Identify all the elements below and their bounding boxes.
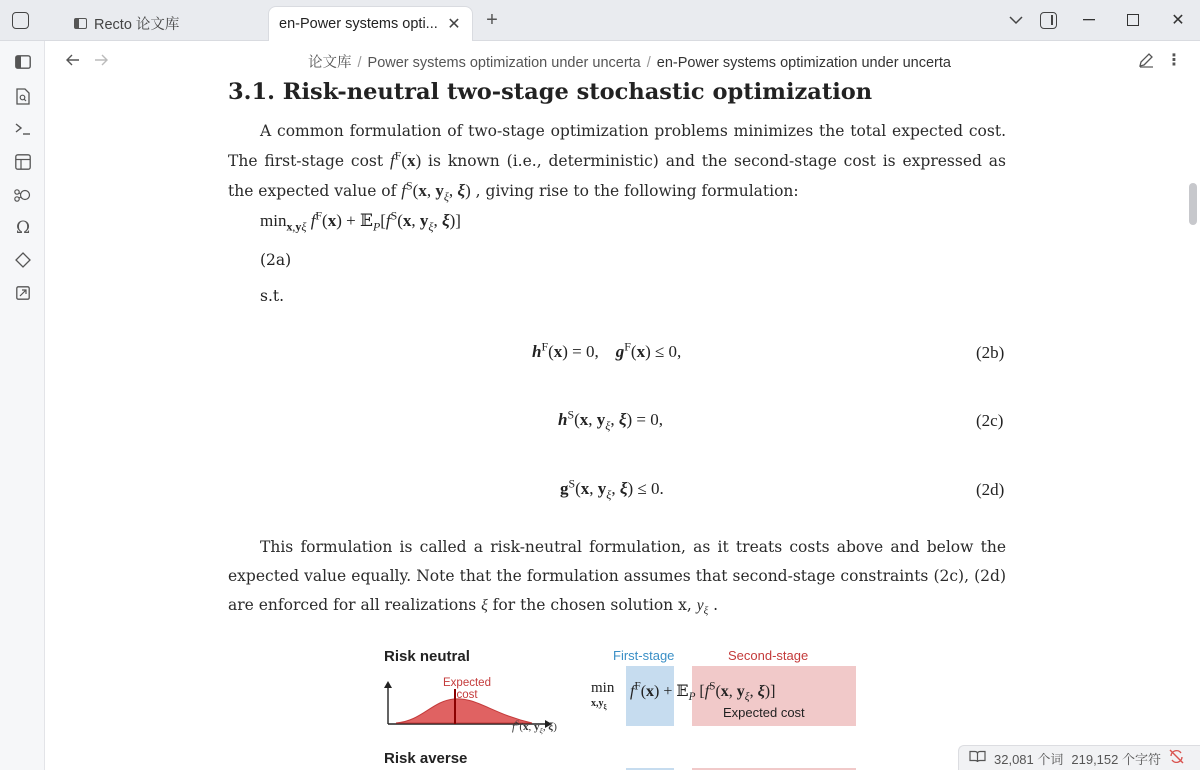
maximize-icon[interactable] [1122, 9, 1144, 31]
tab-label: Recto 论文库 [94, 17, 180, 33]
sidebar-toggle-icon[interactable] [9, 9, 31, 31]
breadcrumb-root[interactable]: 论文库 [308, 55, 352, 71]
word-count: 32,081 个词 [994, 751, 1064, 767]
paragraph-1 [228, 117, 1006, 206]
first-stage-label: First-stage [613, 648, 675, 663]
tab-recto-library[interactable] [60, 6, 260, 41]
arrow-left-icon[interactable] [62, 49, 84, 71]
equation-label: (2a) [260, 251, 292, 269]
breadcrumb-current[interactable]: en-Power systems optimization under uncerta [656, 55, 951, 71]
expected-cost-annotation: Expected cost [443, 677, 491, 701]
axis-label-math: $f^S(x$, $y_\xi$, ξ) [512, 718, 557, 736]
tab-active-document[interactable] [268, 6, 473, 41]
diamond-icon[interactable] [12, 249, 34, 271]
left-ribbon [0, 41, 45, 770]
more-options-icon[interactable]: ⋮ [1166, 52, 1182, 69]
math-second-stage-cost: $f^S(x$, $y_\xi$, ξ) [401, 178, 471, 204]
document-view [46, 79, 1190, 770]
breadcrumb-separator: / [646, 55, 651, 71]
graph-icon[interactable] [12, 184, 34, 206]
math-xi: ξ [481, 597, 488, 614]
panel-toggle-icon[interactable] [12, 51, 34, 73]
equation-2d: $g^S(x$, $y_\xi$, ξ) ≤ 0. [560, 476, 664, 502]
breadcrumb-parent[interactable]: Power systems optimization under uncerta [367, 55, 641, 71]
table-icon[interactable] [12, 151, 34, 173]
equation-number: (2c) [976, 411, 1004, 430]
paragraph-text: This formulation is called a risk-neutral formulation, as it treats costs above and below the expected value equally. Note that the formulation assumes that second-stage constraints (2c), (2d) are enforced for all realizations [228, 538, 1006, 614]
omega-icon[interactable]: Ω [15, 218, 31, 238]
figure-label-risk-neutral: Risk neutral [384, 648, 470, 665]
subject-to-label: s.t. [260, 287, 285, 305]
layout-icon[interactable] [1038, 10, 1058, 30]
tab-label: en-Power systems opti... [279, 16, 438, 32]
char-count: 219,152 个字符 [1071, 751, 1161, 767]
chevron-down-icon[interactable] [1006, 10, 1026, 30]
paragraph-text: . [708, 596, 719, 614]
export-icon[interactable] [12, 282, 34, 304]
terminal-icon[interactable] [12, 118, 34, 140]
math-y-xi: $y_\xi$ [696, 597, 709, 618]
book-icon[interactable] [969, 750, 986, 766]
scrollbar-thumb[interactable] [1189, 183, 1197, 225]
paragraph-text: A common formulation of two-stage optimization problems minimizes the total expected cost. The first-stage cost [228, 122, 1006, 170]
equation-2a: $\min_{x,y\xi} f^F(x)$ + $𝔼_P[f^S(x$, $y_\xi$, ξ)] [260, 208, 461, 234]
breadcrumb-separator: / [357, 55, 362, 71]
title-bar [0, 0, 1200, 41]
figure-label-risk-averse: Risk averse [384, 750, 468, 767]
new-tab-icon[interactable]: + [486, 8, 498, 31]
math-first-stage-cost: $f^F(x)$ [389, 148, 422, 170]
paragraph-text: is known (i.e., deterministic) and the second-stage cost is expressed as the expected value of [228, 152, 1006, 200]
close-icon[interactable]: ✕ [447, 16, 461, 33]
paragraph-text: , giving rise to the following formulation: [470, 182, 799, 200]
search-file-icon[interactable] [12, 85, 34, 107]
equation-number: (2d) [976, 480, 1005, 499]
paragraph-2 [228, 533, 1006, 620]
pencil-icon[interactable] [1136, 50, 1156, 70]
section-heading: 3.1. Risk-neutral two-stage stochastic optimization [228, 79, 873, 105]
equation-2b: $h^F(x) = 0$, $g^F(x) \le 0$, [532, 339, 682, 361]
second-stage-label: Second-stage [728, 648, 809, 663]
paragraph-text: for the chosen solution x, [487, 596, 697, 614]
figure-objective: $f^F(x)$ + 𝔼$_P$ [$f^S(x$, $y_\xi$, ξ)] [630, 680, 776, 704]
sync-disabled-icon[interactable] [1169, 749, 1184, 767]
window-close-icon[interactable]: ✕ [1171, 12, 1185, 29]
navigation-header [46, 41, 1200, 79]
risk-figure [376, 641, 876, 770]
arrow-right-icon[interactable] [90, 49, 112, 71]
breadcrumb [308, 51, 951, 72]
sidebar-panel-icon [74, 18, 87, 29]
equation-2c: $h^S(x$, $y_\xi$, ξ) = 0, [558, 407, 663, 433]
minimize-icon[interactable] [1078, 9, 1100, 31]
expected-cost-caption: Expected cost [723, 705, 805, 720]
figure-min-operator: min $x,y_\xi$ [591, 680, 615, 711]
equation-number: (2b) [976, 343, 1005, 362]
status-bar [958, 745, 1200, 770]
